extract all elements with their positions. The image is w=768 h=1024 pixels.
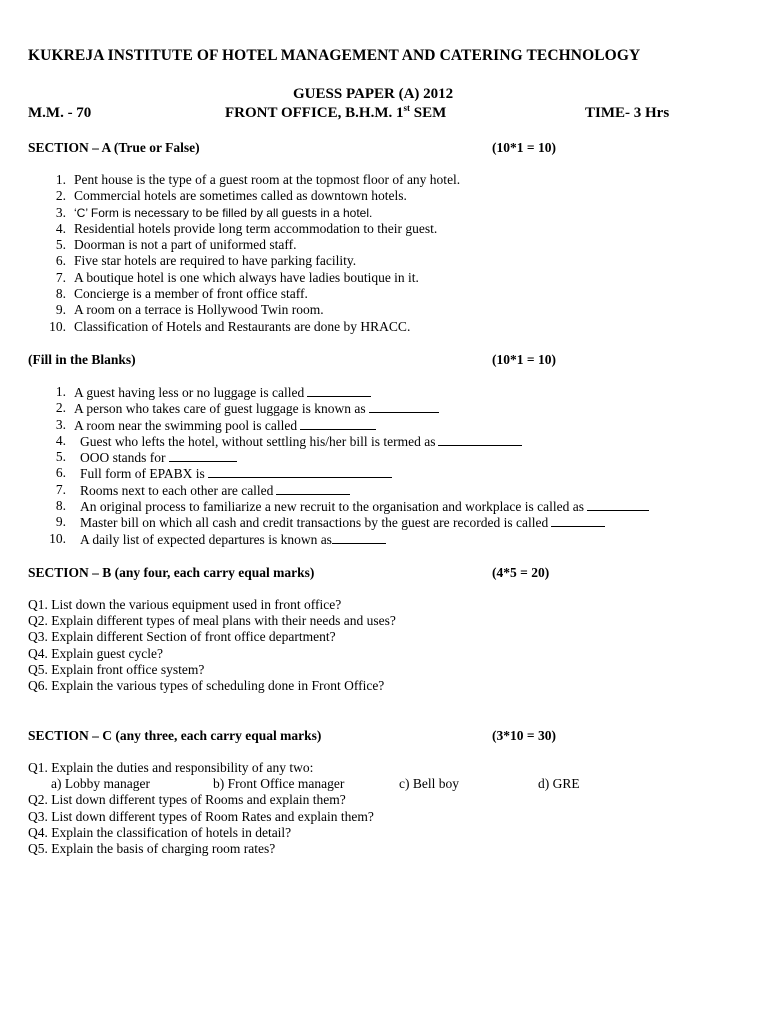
fill-blanks-heading: (Fill in the Blanks) [28, 352, 136, 367]
answer-blank [300, 417, 376, 430]
question: Q4. Explain the classification of hotels in detail? [28, 824, 292, 840]
answer-blank [438, 433, 522, 446]
answer-blank [551, 514, 605, 527]
question: Q2. List down different types of Rooms and explain them? [28, 792, 346, 808]
list-item: 10. A daily list of expected departures is known as [28, 531, 748, 547]
list-item: 9. A room on a terrace is Hollywood Twin room. [55, 302, 324, 318]
section-c-heading: SECTION – C (any three, each carry equal marks) [28, 728, 322, 743]
answer-blank [208, 465, 392, 478]
list-item: 3. ‘C’ Form is necessary to be filled by all guests in a hotel. [55, 204, 373, 220]
max-marks: M.M. - 70 [28, 105, 92, 121]
option-d: d) GRE [538, 776, 580, 792]
answer-options [28, 776, 748, 792]
answer-blank [307, 384, 371, 397]
institute-title: KUKREJA INSTITUTE OF HOTEL MANAGEMENT AND CATERING TECHNOLOGY [28, 47, 641, 64]
list-item: 4. Residential hotels provide long term accommodation to their guest. [55, 220, 438, 236]
option-c: c) Bell boy [399, 776, 459, 792]
question: Q2. Explain different types of meal plans with their needs and uses? [28, 613, 396, 629]
section-b-heading: SECTION – B (any four, each carry equal marks) [28, 565, 315, 580]
list-item: 3. A room near the swimming pool is called [28, 417, 748, 433]
paper-title: GUESS PAPER (A) 2012 [293, 86, 454, 102]
section-a-marks: (10*1 = 10) [492, 140, 556, 155]
question: Q1. Explain the duties and responsibility of any two: [28, 760, 314, 775]
answer-blank [369, 400, 439, 413]
list-item: 7. A boutique hotel is one which always have ladies boutique in it. [55, 269, 419, 285]
answer-blank [276, 482, 350, 495]
list-item: 6. Full form of EPABX is [28, 465, 748, 481]
list-item: 7. Rooms next to each other are called [28, 482, 748, 498]
section-c-marks: (3*10 = 30) [492, 728, 556, 743]
list-item: 1. A guest having less or no luggage is called [28, 384, 748, 400]
list-item: 9. Master bill on which all cash and credit transactions by the guest are recorded is called [28, 514, 748, 530]
subject-superscript: st [403, 103, 410, 113]
section-a-heading: SECTION – A (True or False) [28, 140, 200, 155]
answer-blank [332, 531, 386, 544]
section-b-marks: (4*5 = 20) [492, 565, 550, 580]
question: Q5. Explain the basis of charging room rates? [28, 840, 276, 856]
list-item: 5. Doorman is not a part of uniformed staff. [55, 237, 297, 253]
list-item: 10. Classification of Hotels and Restaurants are done by HRACC. [49, 318, 411, 334]
answer-blank [169, 449, 237, 462]
section-b-questions [28, 597, 396, 694]
option-b: b) Front Office manager [213, 776, 345, 792]
true-false-list [28, 172, 748, 335]
list-item: 6. Five star hotels are required to have parking facility. [55, 253, 357, 269]
section-c-questions [28, 760, 748, 857]
list-item: 2. A person who takes care of guest luggage is known as [28, 400, 748, 416]
question: Q5. Explain front office system? [28, 661, 205, 677]
time-limit: TIME- 3 Hrs [585, 105, 670, 121]
list-item: 1. Pent house is the type of a guest room at the topmost floor of any hotel. [55, 172, 461, 187]
question: Q1. List down the various equipment used in front office? [28, 597, 342, 612]
fill-blanks-list [28, 384, 748, 547]
question: Q4. Explain guest cycle? [28, 645, 163, 661]
list-item: 2. Commercial hotels are sometimes called as downtown hotels. [55, 188, 407, 204]
question: Q3. Explain different Section of front office department? [28, 629, 336, 645]
fill-blanks-marks: (10*1 = 10) [492, 352, 556, 367]
list-item: 4. Guest who lefts the hotel, without settling his/her bill is termed as [28, 433, 748, 449]
question: Q6. Explain the various types of scheduling done in Front Office? [28, 677, 385, 693]
subject-prefix: FRONT OFFICE, B.H.M. 1 [225, 105, 404, 121]
subject-suffix: SEM [409, 105, 447, 121]
list-item: 8. An original process to familiarize a new recruit to the organisation and workplace is called as [28, 498, 748, 514]
answer-blank [587, 498, 649, 511]
question: Q3. List down different types of Room Rates and explain them? [28, 808, 374, 824]
subject-line [225, 105, 446, 122]
list-item: 5. OOO stands for [28, 449, 748, 465]
option-a: a) Lobby manager [51, 776, 150, 792]
list-item: 8. Concierge is a member of front office staff. [55, 286, 308, 302]
